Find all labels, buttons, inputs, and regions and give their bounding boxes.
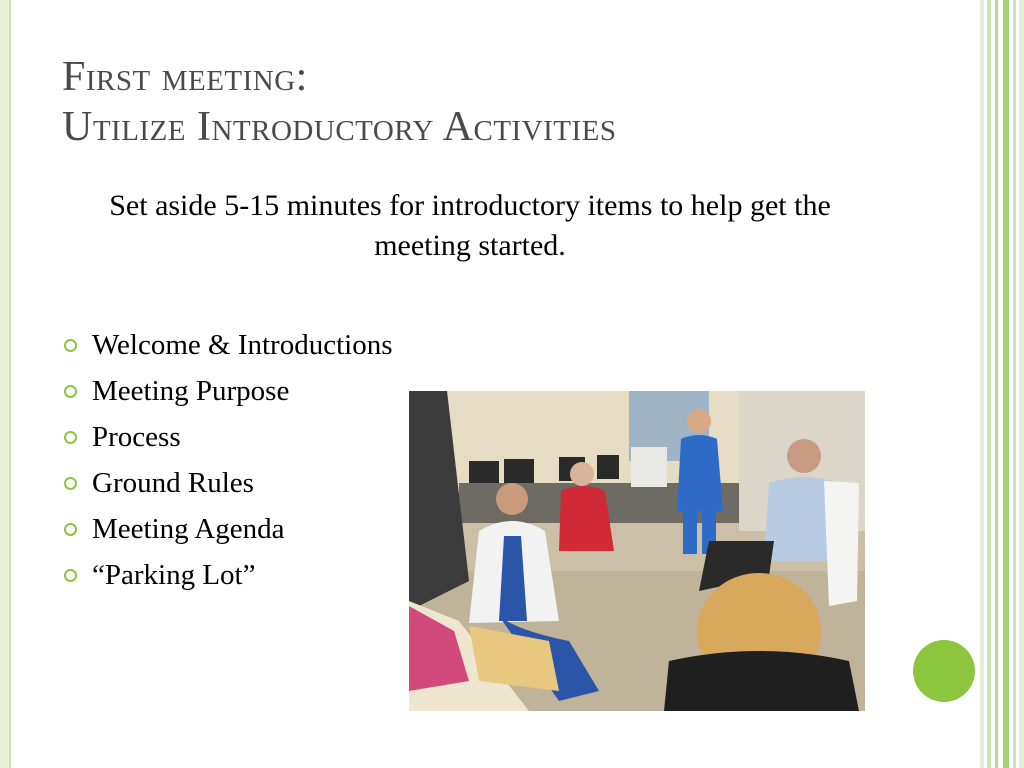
slide-subtitle: Set aside 5-15 minutes for introductory items to help get the meeting started. <box>109 189 831 262</box>
title-line-2: Utilize Introductory Activities <box>62 104 617 150</box>
meeting-photo <box>409 391 865 711</box>
bullet-text: Welcome & Introductions <box>92 329 393 361</box>
bullet-icon <box>64 477 77 490</box>
bullet-icon <box>64 385 77 398</box>
bullet-text: Ground Rules <box>92 467 254 499</box>
left-border <box>0 0 11 768</box>
decorative-circle <box>913 640 975 702</box>
slide-title <box>62 52 922 152</box>
bullet-icon <box>64 523 77 536</box>
bullet-text: Process <box>92 421 181 453</box>
bullet-text: “Parking Lot” <box>92 559 256 591</box>
bullet-text: Meeting Purpose <box>92 375 290 407</box>
right-border <box>976 0 1024 768</box>
title-line-1: First meeting: <box>62 54 308 100</box>
bullet-icon <box>64 339 77 352</box>
list-item <box>62 322 482 368</box>
bullet-icon <box>64 569 77 582</box>
bullet-icon <box>64 431 77 444</box>
bullet-text: Meeting Agenda <box>92 513 285 545</box>
